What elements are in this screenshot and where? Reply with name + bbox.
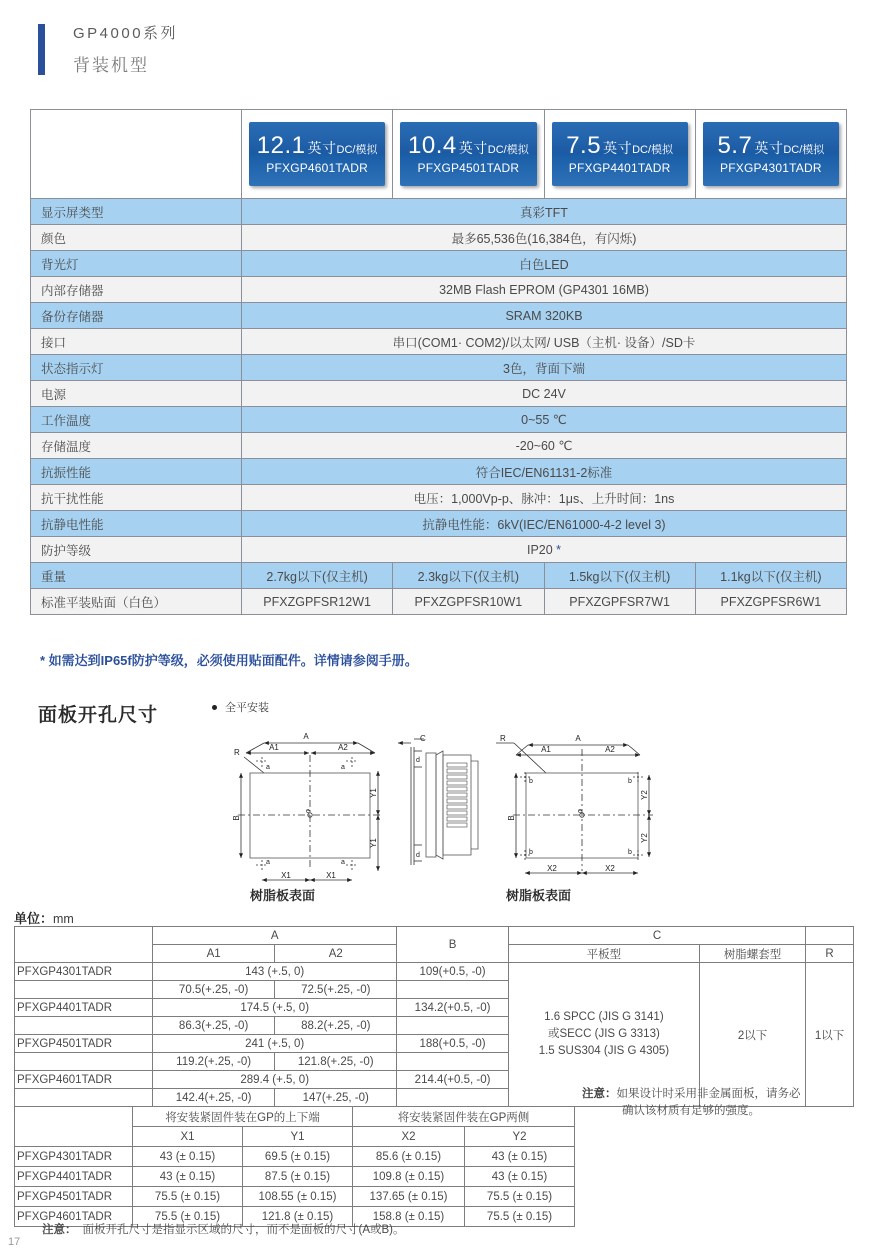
unit-label-title: 单位： bbox=[14, 911, 54, 926]
spec-row bbox=[31, 251, 847, 277]
model-header-cell bbox=[695, 110, 846, 199]
spec-row-label: 抗静电性能 bbox=[31, 511, 242, 537]
model-header-cell bbox=[242, 110, 393, 199]
drawing-caption-left: 树脂板表面 bbox=[250, 888, 316, 903]
mount-value-y1: 69.5 (± 0.15) bbox=[243, 1147, 353, 1167]
dim-value-A: 241 (+.5, 0) bbox=[153, 1035, 397, 1053]
mount-model-name: PFXGP4501TADR bbox=[15, 1187, 133, 1207]
dim-model-name: PFXGP4401TADR bbox=[15, 999, 153, 1017]
spec-row-label: 背光灯 bbox=[31, 251, 242, 277]
spec-row bbox=[31, 459, 847, 485]
svg-text:A: A bbox=[575, 734, 581, 743]
svg-text:b: b bbox=[529, 849, 533, 856]
svg-text:X2: X2 bbox=[547, 864, 557, 873]
dim-value-A: 143 (+.5, 0) bbox=[153, 963, 397, 981]
dim-model-name: PFXGP4301TADR bbox=[15, 963, 153, 981]
spec-row-value: 2.7kg以下(仅主机) bbox=[242, 563, 393, 589]
mount-col-y2: Y2 bbox=[465, 1127, 575, 1147]
spec-row-label: 存储温度 bbox=[31, 433, 242, 459]
flush-mount-note bbox=[212, 699, 269, 715]
dim-value-C-line: 1.6 SPCC (JIS G 3141) bbox=[544, 1011, 664, 1024]
model-header-cell bbox=[544, 110, 695, 199]
dim-value-B: 214.4(+0.5, -0) bbox=[397, 1071, 509, 1089]
spec-row-value-span: -20~60 ℃ bbox=[242, 433, 847, 459]
dim-header-A: A bbox=[153, 927, 397, 945]
dim-value-A1: 86.3(+.25, -0) bbox=[153, 1017, 275, 1035]
spec-row-value-span: 电压：1,000Vp-p、脉冲：1μs、上升时间：1ns bbox=[242, 485, 847, 511]
model-type: DC/模拟 bbox=[632, 143, 674, 156]
spec-row-value-span: 最多65,536色(16,384色，有闪烁) bbox=[242, 225, 847, 251]
model-badge[interactable] bbox=[400, 122, 536, 187]
dim-value-C-line: 1.5 SUS304 (JIS G 4305) bbox=[538, 1044, 670, 1057]
flush-mount-label: 全平安装 bbox=[225, 702, 269, 714]
dim-value-B-blank bbox=[397, 981, 509, 999]
dim-model-blank bbox=[15, 1089, 153, 1107]
spec-row-value-span: 白色LED bbox=[242, 251, 847, 277]
svg-text:A1: A1 bbox=[269, 743, 279, 752]
spec-row-value: 1.5kg以下(仅主机) bbox=[544, 563, 695, 589]
mount-model-name: PFXGP4601TADR bbox=[15, 1207, 133, 1227]
spec-row-value-span: 符合IEC/EN61131-2标准 bbox=[242, 459, 847, 485]
spec-row-label: 重量 bbox=[31, 563, 242, 589]
mount-value-y2: 75.5 (± 0.15) bbox=[465, 1187, 575, 1207]
model-badge[interactable] bbox=[703, 122, 839, 187]
svg-text:b: b bbox=[529, 778, 533, 785]
mount-table-row bbox=[15, 1167, 575, 1187]
spec-row-label: 显示屏类型 bbox=[31, 199, 242, 225]
dim-value-C-line: 或SECC (JIS G 3313) bbox=[547, 1028, 660, 1041]
model-type: DC/模拟 bbox=[336, 143, 378, 156]
spec-row-label: 接口 bbox=[31, 329, 242, 355]
dim-value-A2: 88.2(+.25, -0) bbox=[275, 1017, 397, 1035]
spec-row-value-span: 3色，背面下端 bbox=[242, 355, 847, 381]
cutout-dimension-note bbox=[42, 1221, 405, 1237]
svg-text:A: A bbox=[303, 732, 309, 741]
svg-text:a: a bbox=[266, 859, 270, 866]
svg-text:Y2: Y2 bbox=[640, 833, 649, 843]
svg-text:a: a bbox=[266, 764, 270, 771]
spec-row-value: PFXZGPFSR12W1 bbox=[242, 589, 393, 615]
svg-text:X1: X1 bbox=[281, 871, 291, 880]
mount-corner-cell bbox=[15, 1107, 133, 1147]
ip65-footnote: * 如需达到IP65f防护等级，必须使用贴面配件。详情请参阅手册。 bbox=[40, 653, 418, 668]
dim-value-A: 174.5 (+.5, 0) bbox=[153, 999, 397, 1017]
mount-value-x1: 75.5 (± 0.15) bbox=[133, 1187, 243, 1207]
dim-corner-cell bbox=[15, 927, 153, 963]
mount-model-name: PFXGP4301TADR bbox=[15, 1147, 133, 1167]
spec-row bbox=[31, 329, 847, 355]
svg-text:X2: X2 bbox=[605, 864, 615, 873]
dim-value-A1: 142.4(+.25, -0) bbox=[153, 1089, 275, 1107]
mount-value-y1: 87.5 (± 0.15) bbox=[243, 1167, 353, 1187]
dim-header-A1: A1 bbox=[153, 945, 275, 963]
spec-row-value: 2.3kg以下(仅主机) bbox=[393, 563, 544, 589]
svg-text:e: e bbox=[306, 808, 310, 815]
mount-col-x2: X2 bbox=[353, 1127, 465, 1147]
mount-value-x1: 75.5 (± 0.15) bbox=[133, 1207, 243, 1227]
mount-value-y2: 43 (± 0.15) bbox=[465, 1147, 575, 1167]
dim-header-C-flat: 平板型 bbox=[508, 945, 699, 963]
model-part-number: PFXGP4401TADR bbox=[568, 160, 671, 175]
page-title-block bbox=[38, 24, 178, 75]
mount-table-row bbox=[15, 1187, 575, 1207]
mount-value-x1: 43 (± 0.15) bbox=[133, 1147, 243, 1167]
svg-text:Y1: Y1 bbox=[369, 788, 378, 798]
spec-row bbox=[31, 277, 847, 303]
specification-table bbox=[30, 109, 847, 615]
mount-value-y1: 108.55 (± 0.15) bbox=[243, 1187, 353, 1207]
model-size-unit: 英寸 bbox=[603, 139, 633, 156]
spec-row-value-span: 串口(COM1· COM2)/以太网/ USB（主机· 设备）/SD卡 bbox=[242, 329, 847, 355]
dim-header-R-blank bbox=[806, 927, 854, 945]
spec-row-value-span: IP20 * bbox=[242, 537, 847, 563]
dim-value-A1: 70.5(+.25, -0) bbox=[153, 981, 275, 999]
mount-value-y2: 75.5 (± 0.15) bbox=[465, 1207, 575, 1227]
spec-row-value: PFXZGPFSR6W1 bbox=[695, 589, 846, 615]
note-bottom-label: 注意： bbox=[42, 1224, 77, 1236]
svg-text:Y1: Y1 bbox=[369, 838, 378, 848]
title-texts bbox=[73, 24, 178, 75]
spec-row-label: 工作温度 bbox=[31, 407, 242, 433]
spec-header-row bbox=[31, 110, 847, 199]
dim-value-A2: 121.8(+.25, -0) bbox=[275, 1053, 397, 1071]
dim-header-R: R bbox=[806, 945, 854, 963]
spec-row-label: 电源 bbox=[31, 381, 242, 407]
page-number: 17 bbox=[8, 1236, 21, 1248]
mount-value-x2: 109.8 (± 0.15) bbox=[353, 1167, 465, 1187]
dim-value-B: 134.2(+0.5, -0) bbox=[397, 999, 509, 1017]
spec-row-value-span: 0~55 ℃ bbox=[242, 407, 847, 433]
dim-value-A2: 72.5(+.25, -0) bbox=[275, 981, 397, 999]
svg-text:A2: A2 bbox=[338, 743, 348, 752]
mount-col-y1: Y1 bbox=[243, 1127, 353, 1147]
spec-row-label: 备份存储器 bbox=[31, 303, 242, 329]
mounting-fastener-table bbox=[14, 1106, 575, 1227]
spec-row bbox=[31, 225, 847, 251]
unit-label bbox=[14, 908, 74, 927]
spec-row bbox=[31, 485, 847, 511]
bullet-dot-icon bbox=[212, 705, 217, 710]
svg-text:A2: A2 bbox=[605, 745, 615, 754]
dim-value-A2: 147(+.25, -0) bbox=[275, 1089, 397, 1107]
mount-model-name: PFXGP4401TADR bbox=[15, 1167, 133, 1187]
spec-header-blank-cell bbox=[31, 110, 242, 199]
spec-row bbox=[31, 563, 847, 589]
drawing-caption-right: 树脂板表面 bbox=[506, 888, 572, 903]
spec-row bbox=[31, 355, 847, 381]
spec-row-value-span: 32MB Flash EPROM (GP4301 16MB) bbox=[242, 277, 847, 303]
spec-row-value: PFXZGPFSR7W1 bbox=[544, 589, 695, 615]
dim-value-C-resin: 2以下 bbox=[699, 963, 805, 1107]
dim-value-A1: 119.2(+.25, -0) bbox=[153, 1053, 275, 1071]
model-part-number: PFXGP4501TADR bbox=[417, 160, 520, 175]
model-size: 5.7 英寸 bbox=[717, 131, 784, 159]
dim-header-C-resin: 树脂螺套型 bbox=[699, 945, 805, 963]
page-subtitle: 背装机型 bbox=[73, 55, 149, 75]
svg-text:d: d bbox=[416, 757, 420, 764]
model-header-cell bbox=[393, 110, 544, 199]
dim-model-name: PFXGP4601TADR bbox=[15, 1071, 153, 1089]
spec-row bbox=[31, 303, 847, 329]
model-size: 7.5 英寸 bbox=[566, 131, 633, 159]
svg-text:R: R bbox=[234, 748, 240, 757]
svg-text:b: b bbox=[628, 849, 632, 856]
spec-row-value-span: 真彩TFT bbox=[242, 199, 847, 225]
cutout-diagram-svg bbox=[228, 725, 688, 905]
model-size: 10.4 英寸 bbox=[408, 131, 488, 159]
svg-text:a: a bbox=[341, 859, 345, 866]
dim-header-B: B bbox=[397, 927, 509, 963]
model-size-unit: 英寸 bbox=[754, 139, 784, 156]
note-bottom-text: 面板开孔尺寸是指显示区域的尺寸，而不是面板的尺寸(A或B)。 bbox=[82, 1224, 405, 1236]
model-type: DC/模拟 bbox=[783, 143, 825, 156]
model-size: 12.1 英寸 bbox=[256, 131, 337, 159]
mount-value-y2: 43 (± 0.15) bbox=[465, 1167, 575, 1187]
spec-row-label: 抗干扰性能 bbox=[31, 485, 242, 511]
spec-row bbox=[31, 381, 847, 407]
model-badge[interactable] bbox=[249, 122, 385, 187]
panel-cutout-heading: 面板开孔尺寸 bbox=[38, 705, 159, 726]
mount-header-row-1 bbox=[15, 1107, 575, 1127]
spec-row bbox=[31, 199, 847, 225]
title-accent-bar bbox=[38, 24, 45, 75]
panel-cutout-drawings bbox=[228, 725, 688, 905]
dim-model-blank bbox=[15, 1017, 153, 1035]
mount-group-2: 将安装紧固件装在GP两侧 bbox=[353, 1107, 575, 1127]
svg-text:R: R bbox=[500, 734, 506, 743]
model-size-unit: 英寸 bbox=[307, 139, 337, 156]
dim-model-blank bbox=[15, 1053, 153, 1071]
spec-row-label: 状态指示灯 bbox=[31, 355, 242, 381]
dim-value-C bbox=[508, 963, 699, 1107]
dim-value-R: 1以下 bbox=[806, 963, 854, 1107]
svg-text:X1: X1 bbox=[326, 871, 336, 880]
spec-row-value-span: 抗静电性能：6kV(IEC/EN61000-4-2 level 3) bbox=[242, 511, 847, 537]
mount-value-x2: 85.6 (± 0.15) bbox=[353, 1147, 465, 1167]
note-label: 注意： bbox=[582, 1088, 617, 1100]
spec-row bbox=[31, 511, 847, 537]
mount-table-row bbox=[15, 1147, 575, 1167]
note-line-2: 确认该材质有足够的强度。 bbox=[622, 1105, 760, 1118]
dim-header-row-1 bbox=[15, 927, 854, 945]
spec-row-value-span: DC 24V bbox=[242, 381, 847, 407]
spec-row-label: 标准平装贴面（白色） bbox=[31, 589, 242, 615]
dim-value-B: 188(+0.5, -0) bbox=[397, 1035, 509, 1053]
mount-group-1: 将安装紧固件装在GP的上下端 bbox=[133, 1107, 353, 1127]
dim-value-B-blank bbox=[397, 1089, 509, 1107]
spec-row-label: 防护等级 bbox=[31, 537, 242, 563]
model-part-number: PFXGP4601TADR bbox=[266, 160, 368, 175]
model-size-unit: 英寸 bbox=[458, 139, 488, 156]
mount-value-y1: 121.8 (± 0.15) bbox=[243, 1207, 353, 1227]
spec-row-value: PFXZGPFSR10W1 bbox=[393, 589, 544, 615]
model-type: DC/模拟 bbox=[487, 143, 529, 156]
spec-row bbox=[31, 537, 847, 563]
unit-label-value: mm bbox=[53, 912, 74, 926]
non-metal-panel-note bbox=[582, 1086, 872, 1121]
svg-text:b: b bbox=[628, 778, 632, 785]
dim-table-row bbox=[15, 963, 854, 981]
spec-row-label: 抗振性能 bbox=[31, 459, 242, 485]
footnote-star: * bbox=[556, 542, 562, 557]
page-title: GP4000系列 bbox=[73, 25, 179, 42]
dim-model-blank bbox=[15, 981, 153, 999]
model-part-number: PFXGP4301TADR bbox=[720, 160, 822, 175]
svg-text:B: B bbox=[232, 815, 241, 821]
note-line-1: 如果设计时采用非金属面板，请务必 bbox=[616, 1088, 801, 1100]
svg-text:A1: A1 bbox=[541, 745, 551, 754]
mount-col-x1: X1 bbox=[133, 1127, 243, 1147]
dimension-table bbox=[14, 926, 854, 1107]
spec-row bbox=[31, 407, 847, 433]
svg-text:B: B bbox=[507, 815, 516, 821]
spec-row bbox=[31, 433, 847, 459]
svg-text:C: C bbox=[420, 734, 426, 743]
mount-value-x2: 158.8 (± 0.15) bbox=[353, 1207, 465, 1227]
dim-header-C: C bbox=[508, 927, 805, 945]
spec-row-label: 颜色 bbox=[31, 225, 242, 251]
dim-header-A2: A2 bbox=[275, 945, 397, 963]
dim-value-A: 289.4 (+.5, 0) bbox=[153, 1071, 397, 1089]
svg-text:e: e bbox=[578, 808, 582, 815]
dim-model-name: PFXGP4501TADR bbox=[15, 1035, 153, 1053]
svg-text:Y2: Y2 bbox=[640, 790, 649, 800]
dim-value-B-blank bbox=[397, 1017, 509, 1035]
svg-text:a: a bbox=[341, 764, 345, 771]
spec-row-label: 内部存储器 bbox=[31, 277, 242, 303]
spec-row bbox=[31, 589, 847, 615]
svg-text:d: d bbox=[416, 852, 420, 859]
model-badge[interactable] bbox=[552, 122, 688, 187]
spec-row-value: 1.1kg以下(仅主机) bbox=[695, 563, 846, 589]
mount-value-x1: 43 (± 0.15) bbox=[133, 1167, 243, 1187]
dim-value-B: 109(+0.5, -0) bbox=[397, 963, 509, 981]
dim-value-B-blank bbox=[397, 1053, 509, 1071]
spec-row-value-span: SRAM 320KB bbox=[242, 303, 847, 329]
mount-value-x2: 137.65 (± 0.15) bbox=[353, 1187, 465, 1207]
